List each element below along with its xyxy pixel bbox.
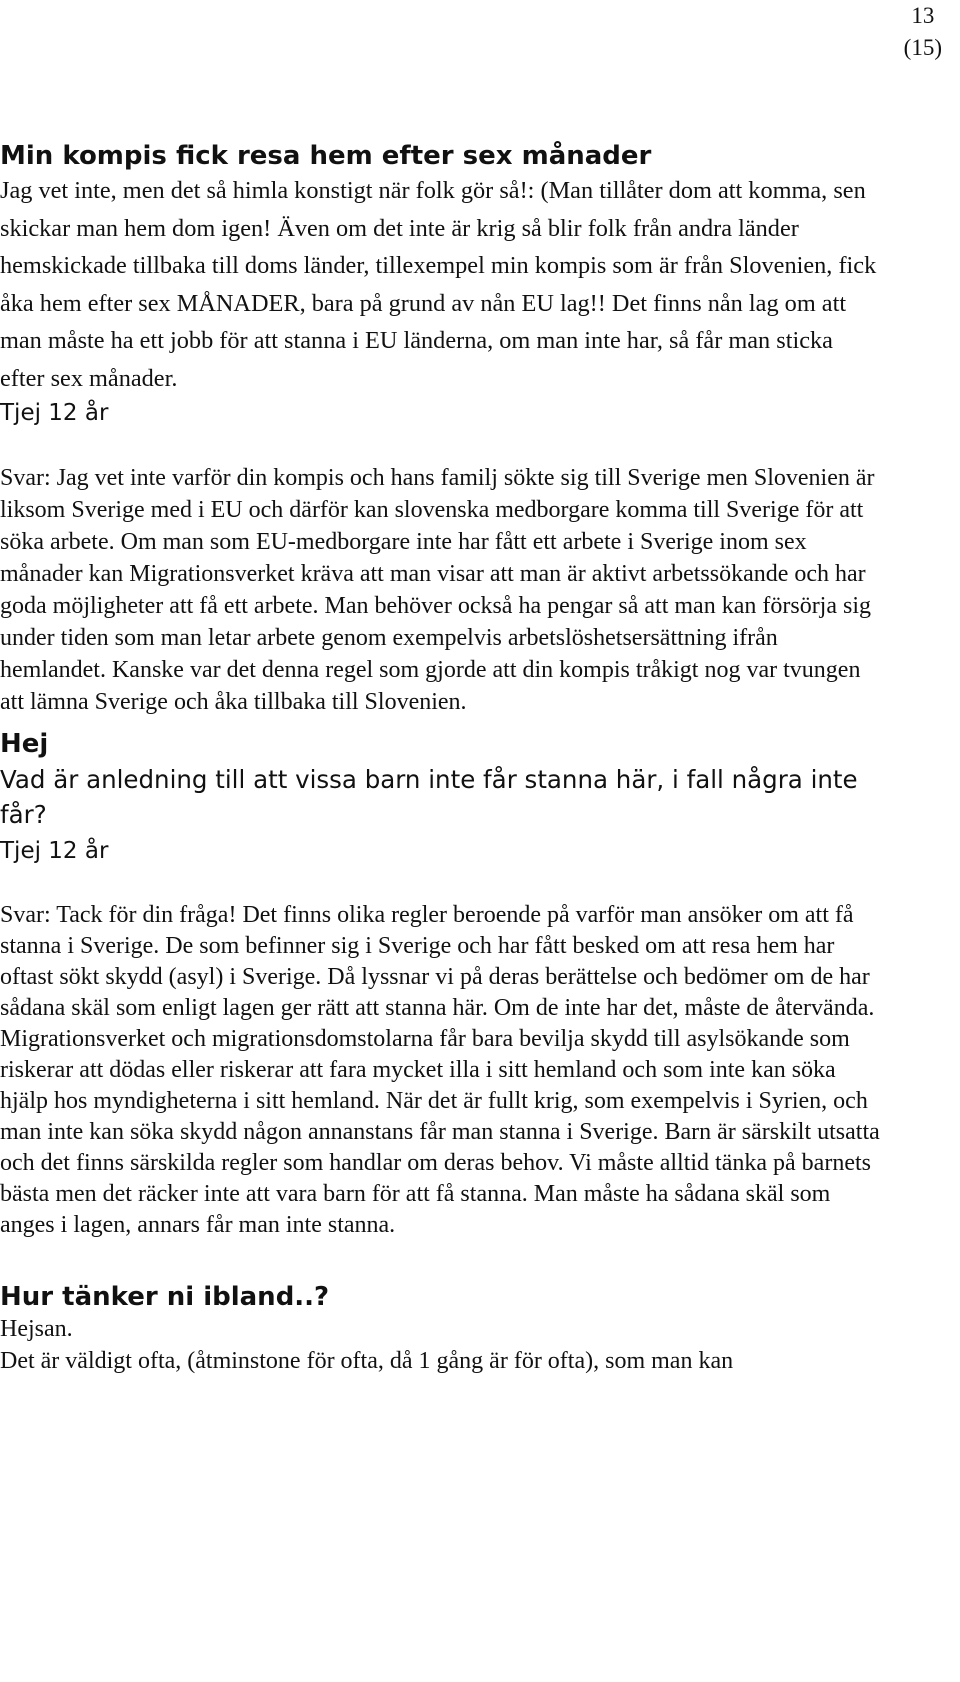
section-3-greeting: Hejsan. [0, 1316, 73, 1342]
section-1-question: Jag vet inte, men det så himla konstigt när folk gör så!: (Man tillåter dom att komma, sen skickar man hem dom igen! Även om det inte är krig så blir folk från andra länder hemskickade tillbaka till doms länder, tillexempel min kompis som är från Slovenien, fick åka hem efter sex MÅNADER, bara på grund av nån EU lag!! Det finns nån lag om att man måste ha ett jobb för att stanna i EU länderna, om man inte har, så får man sticka efter sex månader. [0, 177, 877, 392]
section-3-text: Det är väldigt ofta, (åtminstone för ofta, då 1 gång är för ofta), som man kan [0, 1348, 734, 1374]
document-content [0, 140, 880, 1377]
spacer [0, 429, 880, 462]
spacer [0, 1241, 880, 1281]
section-2-title: Hej [0, 729, 49, 759]
spacer [0, 870, 880, 900]
page-number [904, 0, 942, 64]
section-2-question: Vad är anledning till att vissa barn inte får stanna här, i fall några inte får? [0, 765, 858, 829]
section-2-signature: Tjej 12 år [0, 838, 109, 864]
section-2-answer: Svar: Tack för din fråga! Det finns olika regler beroende på varför man ansöker om att få stanna i Sverige. De som befinner sig i Sverige och har fått besked om att resa hem har oftast sökt skydd (asyl) i Sverige. Då lyssnar vi på deras berättelse och bedömer om de har sådana skäl som enligt lagen ger rätt att stanna här. Om de inte har det, måste de återvända. Migrationsverket och migrationsdomstolarna får bara bevilja skydd till asylsökande som riskerar att dödas eller riskerar att fara mycket illa i sitt hemland och som inte kan söka hjälp hos myndigheterna i sitt hemland. När det är fullt krig, som exempelvis i Syrien, och man inte kan söka skydd någon annanstans får man stanna i Sverige. Barn är särskilt utsatta och det finns särskilda regler som handlar om deras behov. Vi måste alltid tänka på barnets bästa men det räcker inte att vara barn för att få stanna. Man måste ha sådana skäl som anges i lagen, annars får man inte stanna. [0, 902, 880, 1238]
section-1-answer: Svar: Jag vet inte varför din kompis och hans familj sökte sig till Sverige men Slovenien är liksom Sverige med i EU och därför kan slovenska medborgare komma till Sverige för att söka arbete. Om man som EU-medborgare inte har fått ett arbete i Sverige inom sex månader kan Migrationsverket kräva att man visar att man är aktivt arbetssökande och har goda möjligheter att få ett arbete. Man behöver också ha pengar så att man kan försörja sig under tiden som man letar arbete genom exempelvis arbetslöshetsersättning ifrån hemlandet. Kanske var det denna regel som gjorde att din kompis tråkigt nog var tvungen att lämna Sverige och åka tillbaka till Slovenien. [0, 465, 875, 715]
spacer [0, 718, 880, 726]
page-number-total: (15) [903, 35, 942, 60]
page-number-current: 13 [911, 3, 935, 28]
section-1-signature: Tjej 12 år [0, 400, 109, 426]
section-3-title: Hur tänker ni ibland..? [0, 1282, 330, 1312]
section-1-title: Min kompis fick resa hem efter sex månader [0, 141, 652, 171]
